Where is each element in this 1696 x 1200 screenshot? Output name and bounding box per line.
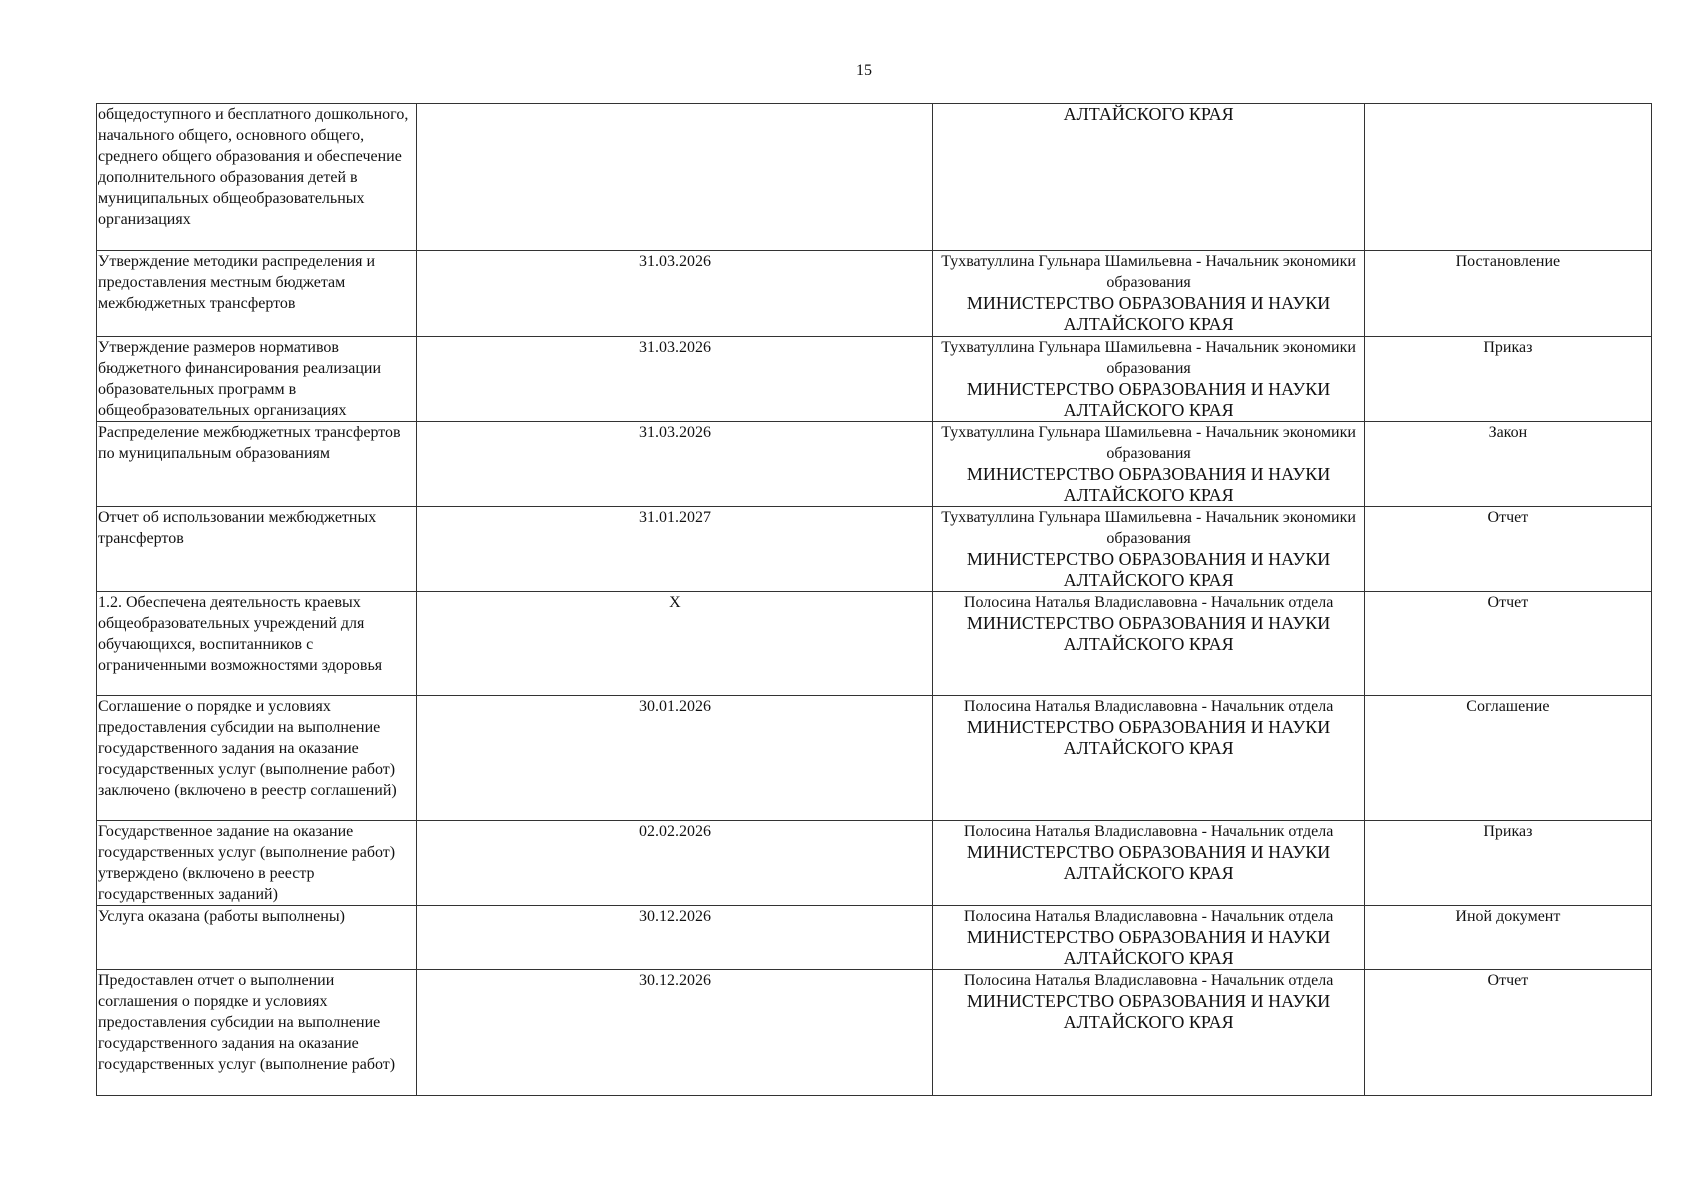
- table-row: [97, 251, 1652, 337]
- document-type-cell: Отчет: [1364, 970, 1651, 1096]
- event-name-cell: 1.2. Обеспечена деятельность краевых общеобразовательных учреждений для обучающихся, воспитанников с ограниченными возможностями здоровья: [97, 592, 417, 696]
- table-row: [97, 507, 1652, 592]
- due-date-cell: 31.03.2026: [417, 337, 933, 422]
- due-date-cell: 30.01.2026: [417, 696, 933, 821]
- responsible-organization: МИНИСТЕРСТВО ОБРАЗОВАНИЯ И НАУКИ: [966, 842, 1331, 862]
- responsible-cell: [933, 507, 1364, 592]
- responsible-person: Тухватуллина Гульнара Шамильевна - Начальник экономики образования: [941, 253, 1356, 291]
- document-type-cell: Приказ: [1364, 821, 1651, 906]
- document-type-cell: Иной документ: [1364, 906, 1651, 970]
- plan-table: [96, 103, 1652, 1096]
- responsible-organization-region: АЛТАЙСКОГО КРАЯ: [1063, 104, 1234, 124]
- event-name-cell: Утверждение методики распределения и предоставления местным бюджетам межбюджетных трансфертов: [97, 251, 417, 337]
- plan-table-body: [97, 104, 1652, 1096]
- responsible-person: Полосина Наталья Владиславовна - Начальник отдела: [963, 594, 1334, 611]
- responsible-cell: [933, 337, 1364, 422]
- page-number: 15: [856, 62, 872, 79]
- responsible-organization: МИНИСТЕРСТВО ОБРАЗОВАНИЯ И НАУКИ: [966, 464, 1331, 484]
- event-name-cell: Распределение межбюджетных трансфертов по муниципальным образованиям: [97, 422, 417, 507]
- document-type-cell: Отчет: [1364, 592, 1651, 696]
- responsible-person: Тухватуллина Гульнара Шамильевна - Начальник экономики образования: [941, 424, 1356, 462]
- responsible-organization-region: АЛТАЙСКОГО КРАЯ: [1063, 485, 1234, 505]
- table-row: [97, 337, 1652, 422]
- responsible-organization-region: АЛТАЙСКОГО КРАЯ: [1063, 570, 1234, 590]
- responsible-cell: [933, 970, 1364, 1096]
- due-date-cell: 30.12.2026: [417, 906, 933, 970]
- responsible-person: Тухватуллина Гульнара Шамильевна - Начальник экономики образования: [941, 509, 1356, 547]
- responsible-organization-region: АЛТАЙСКОГО КРАЯ: [1063, 634, 1234, 654]
- event-name-cell: Отчет об использовании межбюджетных трансфертов: [97, 507, 417, 592]
- responsible-organization: МИНИСТЕРСТВО ОБРАЗОВАНИЯ И НАУКИ: [966, 613, 1331, 633]
- responsible-organization-region: АЛТАЙСКОГО КРАЯ: [1063, 400, 1234, 420]
- table-row: [97, 104, 1652, 251]
- responsible-cell: [933, 104, 1364, 251]
- event-name-cell: Предоставлен отчет о выполнении соглашения о порядке и условиях предоставления субсидии на выполнение государственного задания на оказание государственных услуг (выполнение работ): [97, 970, 417, 1096]
- due-date-cell: [417, 104, 933, 251]
- due-date-cell: 31.01.2027: [417, 507, 933, 592]
- responsible-organization-region: АЛТАЙСКОГО КРАЯ: [1063, 738, 1234, 758]
- document-type-cell: Постановление: [1364, 251, 1651, 337]
- event-name-cell: Соглашение о порядке и условиях предоставления субсидии на выполнение государственного задания на оказание государственных услуг (выполнение работ) заключено (включено в реестр соглашений): [97, 696, 417, 821]
- responsible-person: Полосина Наталья Владиславовна - Начальник отдела: [963, 698, 1334, 715]
- document-type-cell: Приказ: [1364, 337, 1651, 422]
- responsible-cell: [933, 422, 1364, 507]
- responsible-organization: МИНИСТЕРСТВО ОБРАЗОВАНИЯ И НАУКИ: [966, 549, 1331, 569]
- table-row: [97, 696, 1652, 821]
- due-date-cell: X: [417, 592, 933, 696]
- responsible-cell: [933, 821, 1364, 906]
- document-type-cell: [1364, 104, 1651, 251]
- document-type-cell: Отчет: [1364, 507, 1651, 592]
- responsible-organization-region: АЛТАЙСКОГО КРАЯ: [1063, 1012, 1234, 1032]
- responsible-person: Полосина Наталья Владиславовна - Начальник отдела: [963, 908, 1334, 925]
- document-type-cell: Соглашение: [1364, 696, 1651, 821]
- responsible-organization-region: АЛТАЙСКОГО КРАЯ: [1063, 948, 1234, 968]
- responsible-organization: МИНИСТЕРСТВО ОБРАЗОВАНИЯ И НАУКИ: [966, 927, 1331, 947]
- table-row: [97, 821, 1652, 906]
- responsible-organization: МИНИСТЕРСТВО ОБРАЗОВАНИЯ И НАУКИ: [966, 293, 1331, 313]
- due-date-cell: 30.12.2026: [417, 970, 933, 1096]
- due-date-cell: 02.02.2026: [417, 821, 933, 906]
- responsible-organization: МИНИСТЕРСТВО ОБРАЗОВАНИЯ И НАУКИ: [966, 991, 1331, 1011]
- table-row: [97, 422, 1652, 507]
- responsible-organization-region: АЛТАЙСКОГО КРАЯ: [1063, 314, 1234, 334]
- due-date-cell: 31.03.2026: [417, 422, 933, 507]
- event-name-cell: Услуга оказана (работы выполнены): [97, 906, 417, 970]
- responsible-person: Полосина Наталья Владиславовна - Начальник отдела: [963, 823, 1334, 840]
- document-type-cell: Закон: [1364, 422, 1651, 507]
- responsible-cell: [933, 251, 1364, 337]
- responsible-cell: [933, 592, 1364, 696]
- table-row: [97, 906, 1652, 970]
- responsible-organization-region: АЛТАЙСКОГО КРАЯ: [1063, 863, 1234, 883]
- table-row: [97, 592, 1652, 696]
- event-name-cell: Утверждение размеров нормативов бюджетного финансирования реализации образовательных программ в общеобразовательных организациях: [97, 337, 417, 422]
- table-row: [97, 970, 1652, 1096]
- responsible-organization: МИНИСТЕРСТВО ОБРАЗОВАНИЯ И НАУКИ: [966, 717, 1331, 737]
- responsible-person: Тухватуллина Гульнара Шамильевна - Начальник экономики образования: [941, 339, 1356, 377]
- due-date-cell: 31.03.2026: [417, 251, 933, 337]
- event-name-cell: общедоступного и бесплатного дошкольного, начального общего, основного общего, среднего общего образования и обеспечение дополнительного образования детей в муниципальных общеобразовательных организациях: [97, 104, 417, 251]
- responsible-person: Полосина Наталья Владиславовна - Начальник отдела: [963, 972, 1334, 989]
- event-name-cell: Государственное задание на оказание государственных услуг (выполнение работ) утверждено (включено в реестр государственных заданий): [97, 821, 417, 906]
- responsible-cell: [933, 906, 1364, 970]
- responsible-organization: МИНИСТЕРСТВО ОБРАЗОВАНИЯ И НАУКИ: [966, 379, 1331, 399]
- responsible-cell: [933, 696, 1364, 821]
